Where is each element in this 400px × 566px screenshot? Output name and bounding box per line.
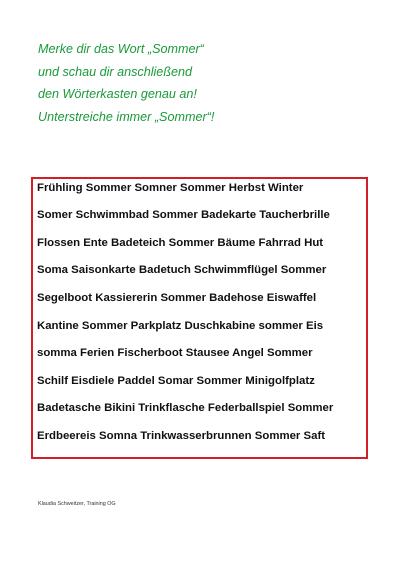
word-line-1: Frühling Sommer Somner Sommer Herbst Winter: [37, 182, 304, 194]
word-line-5: Segelboot Kassiererin Sommer Badehose Eiswaffel: [37, 292, 317, 304]
footer-credit: Klaudia Schweitzer, Training OG: [38, 501, 116, 507]
word-line-2: Somer Schwimmbad Sommer Badekarte Taucherbrille: [37, 209, 330, 221]
word-line-3: Flossen Ente Badeteich Sommer Bäume Fahrrad Hut: [37, 237, 324, 249]
instruction-line-4: Unterstreiche immer „Sommer“!: [38, 109, 215, 124]
instruction-line-1: Merke dir das Wort „Sommer“: [38, 42, 204, 56]
word-line-7: somma Ferien Fischerboot Stausee Angel Sommer: [37, 347, 313, 359]
word-line-6: Kantine Sommer Parkplatz Duschkabine sommer Eis: [37, 320, 324, 332]
instruction-line-2: und schau dir anschließend: [38, 64, 193, 79]
word-line-8: Schilf Eisdiele Paddel Somar Sommer Minigolfplatz: [37, 375, 315, 387]
word-line-10: Erdbeereis Somna Trinkwasserbrunnen Sommer Saft: [37, 430, 326, 442]
word-line-9: Badetasche Bikini Trinkflasche Federballspiel Sommer: [37, 402, 334, 414]
word-line-4: Soma Saisonkarte Badetuch Schwimmflügel Sommer: [37, 264, 327, 276]
word-box: [31, 177, 368, 459]
instruction-text-block: [38, 38, 378, 128]
instruction-line-3: den Wörterkasten genau an!: [38, 87, 197, 101]
